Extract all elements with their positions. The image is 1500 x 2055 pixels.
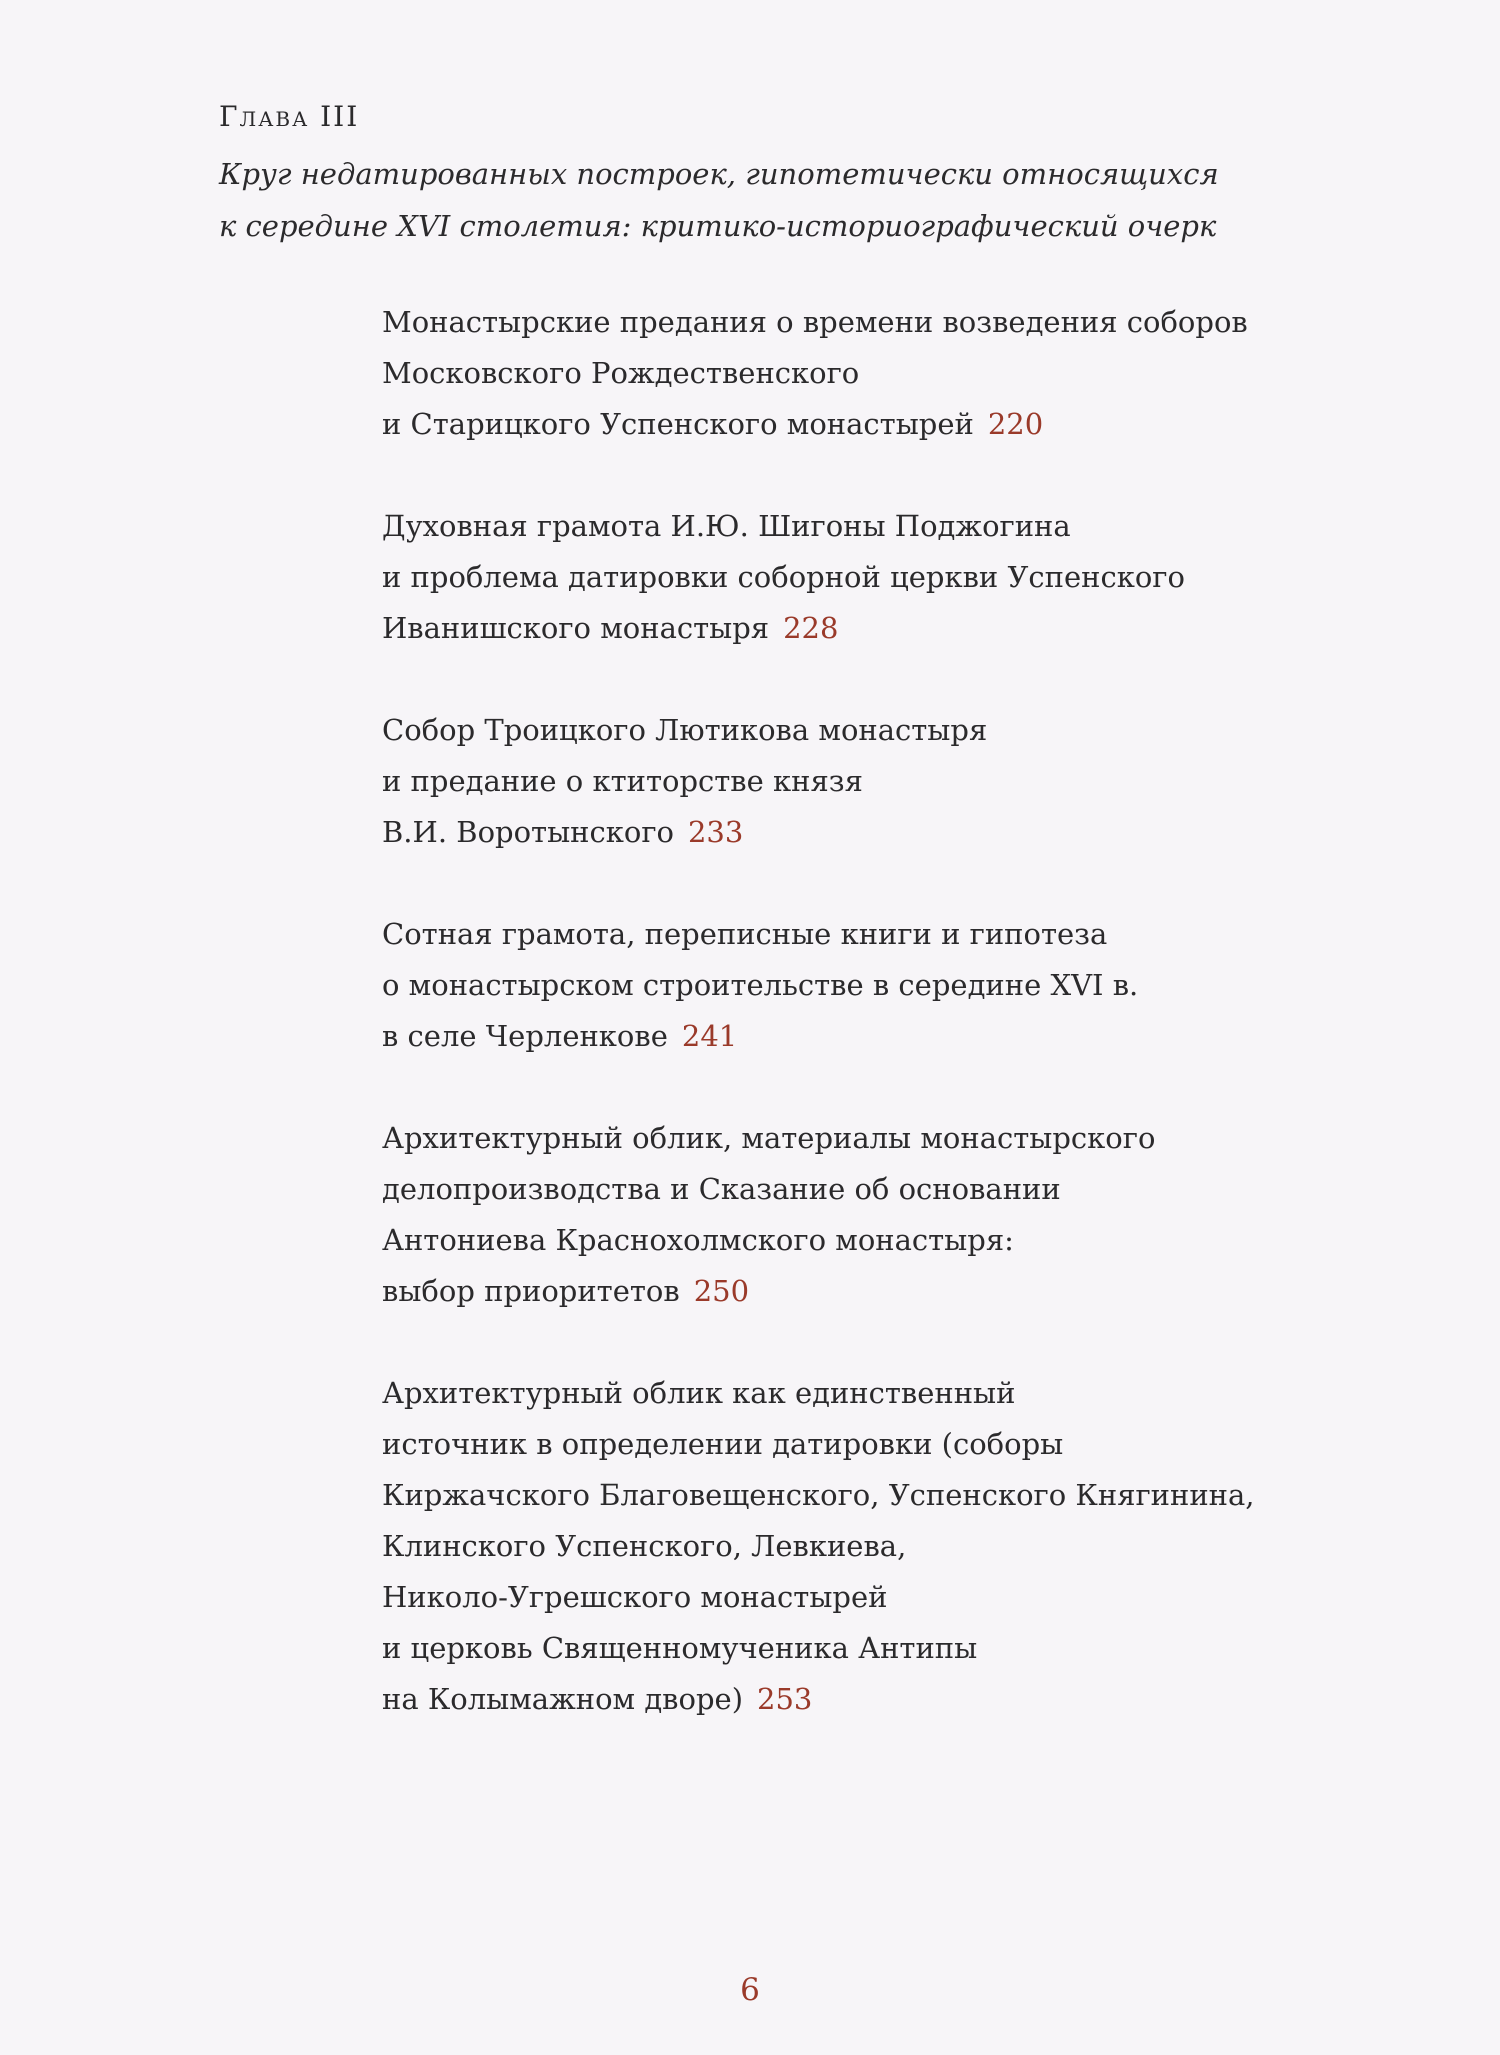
toc-page-number: 228 (783, 611, 839, 645)
toc-entry-line: Николо-Угрешского монастырей (382, 1580, 888, 1614)
toc-page-number: 253 (757, 1682, 813, 1716)
toc-page-number: 233 (687, 815, 744, 849)
toc-entry-line: и проблема датировки соборной церкви Успенского (382, 560, 1185, 594)
toc-entry-line: и предание о ктиторстве князя (382, 764, 863, 798)
toc-entry (382, 297, 1432, 450)
toc-entry-line: Собор Троицкого Лютикова монастыря (382, 713, 988, 747)
folio-page-number: 6 (740, 1972, 760, 2008)
toc-entry-line: делопроизводства и Сказание об основании (382, 1172, 1061, 1206)
toc-entry-line: и церковь Священномученика Антипы (382, 1631, 978, 1665)
toc-entry-line: Иванишского монастыря (382, 611, 770, 645)
toc-entry (382, 1368, 1432, 1725)
chapter-title-line: Круг недатированных построек, гипотетически относящихся (219, 157, 1219, 191)
toc-entry (382, 705, 1432, 858)
toc-entry-line: Антониева Краснохолмского монастыря: (382, 1223, 1014, 1257)
toc-entry-line: Духовная грамота И.Ю. Шигоны Поджогина (382, 509, 1071, 543)
toc-entry-line: Сотная грамота, переписные книги и гипотеза (382, 917, 1108, 951)
toc-entry-line: Киржачского Благовещенского, Успенского Княгинина, (382, 1478, 1255, 1512)
toc-entry-line: Московского Рождественского (382, 356, 860, 390)
chapter-title-line: к середине XVI столетия: критико-историографический очерк (219, 209, 1217, 243)
chapter-label: Глава III (219, 100, 360, 133)
toc-page-number: 241 (681, 1019, 738, 1053)
toc-entry-line: Архитектурный облик, материалы монастырского (382, 1121, 1156, 1155)
toc-entry (382, 501, 1432, 654)
chapter-title (219, 148, 1269, 252)
toc-entry-line: Монастырские предания о времени возведения соборов (382, 305, 1248, 339)
toc-entry-line: Клинского Успенского, Левкиева, (382, 1529, 907, 1563)
toc-entry (382, 909, 1432, 1062)
toc-entry-line: в селе Черленкове (382, 1019, 668, 1053)
toc-entry-line: и Старицкого Успенского монастырей (382, 407, 974, 441)
toc-entry-line: В.И. Воротынского (382, 815, 674, 849)
toc-entry-line: источник в определении датировки (соборы (382, 1427, 1064, 1461)
toc-entry-line: о монастырском строительстве в середине XVI в. (382, 968, 1139, 1002)
toc-entries (382, 297, 1432, 1725)
toc-entry-line: Архитектурный облик как единственный (382, 1376, 1016, 1410)
toc-page-number: 220 (987, 407, 1044, 441)
toc-entry-line: на Колымажном дворе) (382, 1682, 744, 1716)
toc-entry (382, 1113, 1432, 1317)
toc-page-number: 250 (693, 1274, 750, 1308)
toc-entry-line: выбор приоритетов (382, 1274, 680, 1308)
